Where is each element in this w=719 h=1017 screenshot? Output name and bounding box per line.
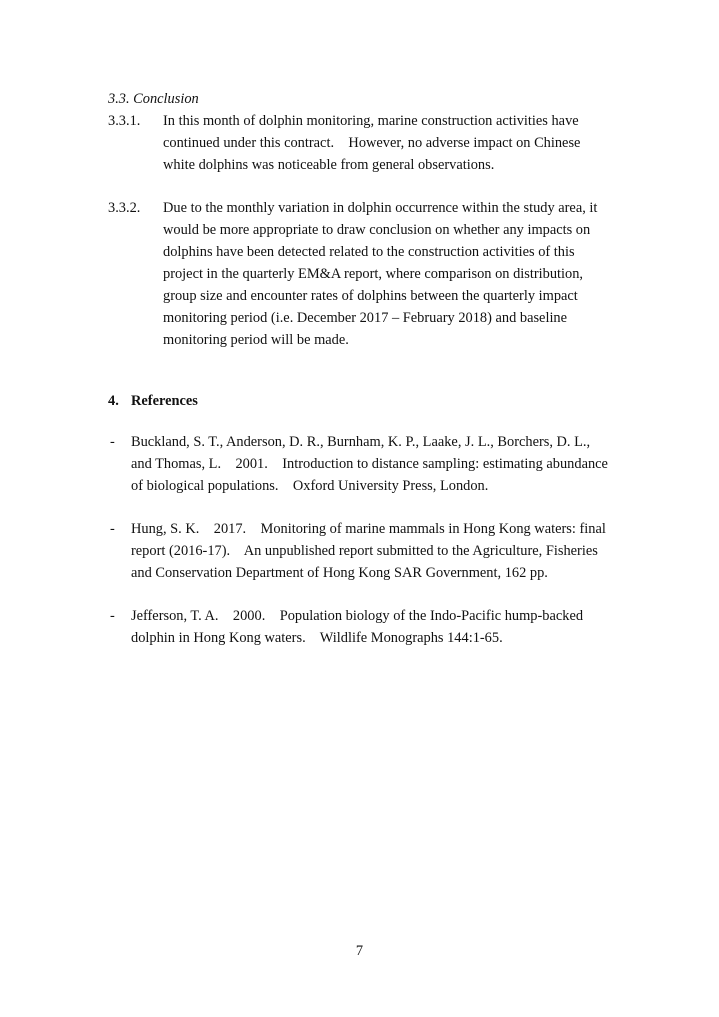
- clause-number: 3.3.2.: [108, 200, 141, 216]
- reference-text: Jefferson, T. A. 2000. Population biology of the Indo-Pacific hump-backed dolphin in Hong Kong waters. Wildlife Monographs 144:1-65.: [131, 608, 587, 646]
- references-title: References: [131, 393, 198, 409]
- references-heading: [108, 390, 198, 412]
- clause-3-3-2: [108, 197, 608, 351]
- references-number: 4.: [108, 393, 119, 409]
- reference-text: Hung, S. K. 2017. Monitoring of marine mammals in Hong Kong waters: final report (2016-17). An unpublished report submitted to the Agriculture, Fisheries and Conservation Department of Hong Kong SAR Government, 162 pp.: [131, 521, 610, 581]
- clause-3-3-1: [108, 110, 608, 176]
- reference-bullet: -: [110, 521, 115, 537]
- reference-item: [108, 431, 612, 497]
- reference-item: [108, 518, 608, 584]
- section-heading: 3.3. Conclusion: [108, 91, 199, 107]
- clause-number: 3.3.1.: [108, 113, 141, 129]
- page-number: 7: [355, 943, 364, 959]
- clause-text: In this month of dolphin monitoring, marine construction activities have continued under this contract. However, no adverse impact on Chinese white dolphins was noticeable from general observations.: [163, 113, 585, 173]
- clause-text: Due to the monthly variation in dolphin occurrence within the study area, it would be more appropriate to draw conclusion on whether any impacts on dolphins have been detected related to the construction activities of this project in the quarterly EM&A report, where comparison on distribution, group size and encounter rates of dolphins between the quarterly impact monitoring period (i.e. December 2017 – February 2018) and baseline monitoring period will be made.: [163, 200, 598, 348]
- reference-bullet: -: [110, 608, 115, 624]
- reference-item: [108, 605, 608, 649]
- reference-bullet: -: [110, 434, 115, 450]
- reference-text: Buckland, S. T., Anderson, D. R., Burnham, K. P., Laake, J. L., Borchers, D. L., and Thomas, L. 2001. Introduction to distance sampling: estimating abundance of biological populations. Oxford University Press, London.: [131, 434, 612, 494]
